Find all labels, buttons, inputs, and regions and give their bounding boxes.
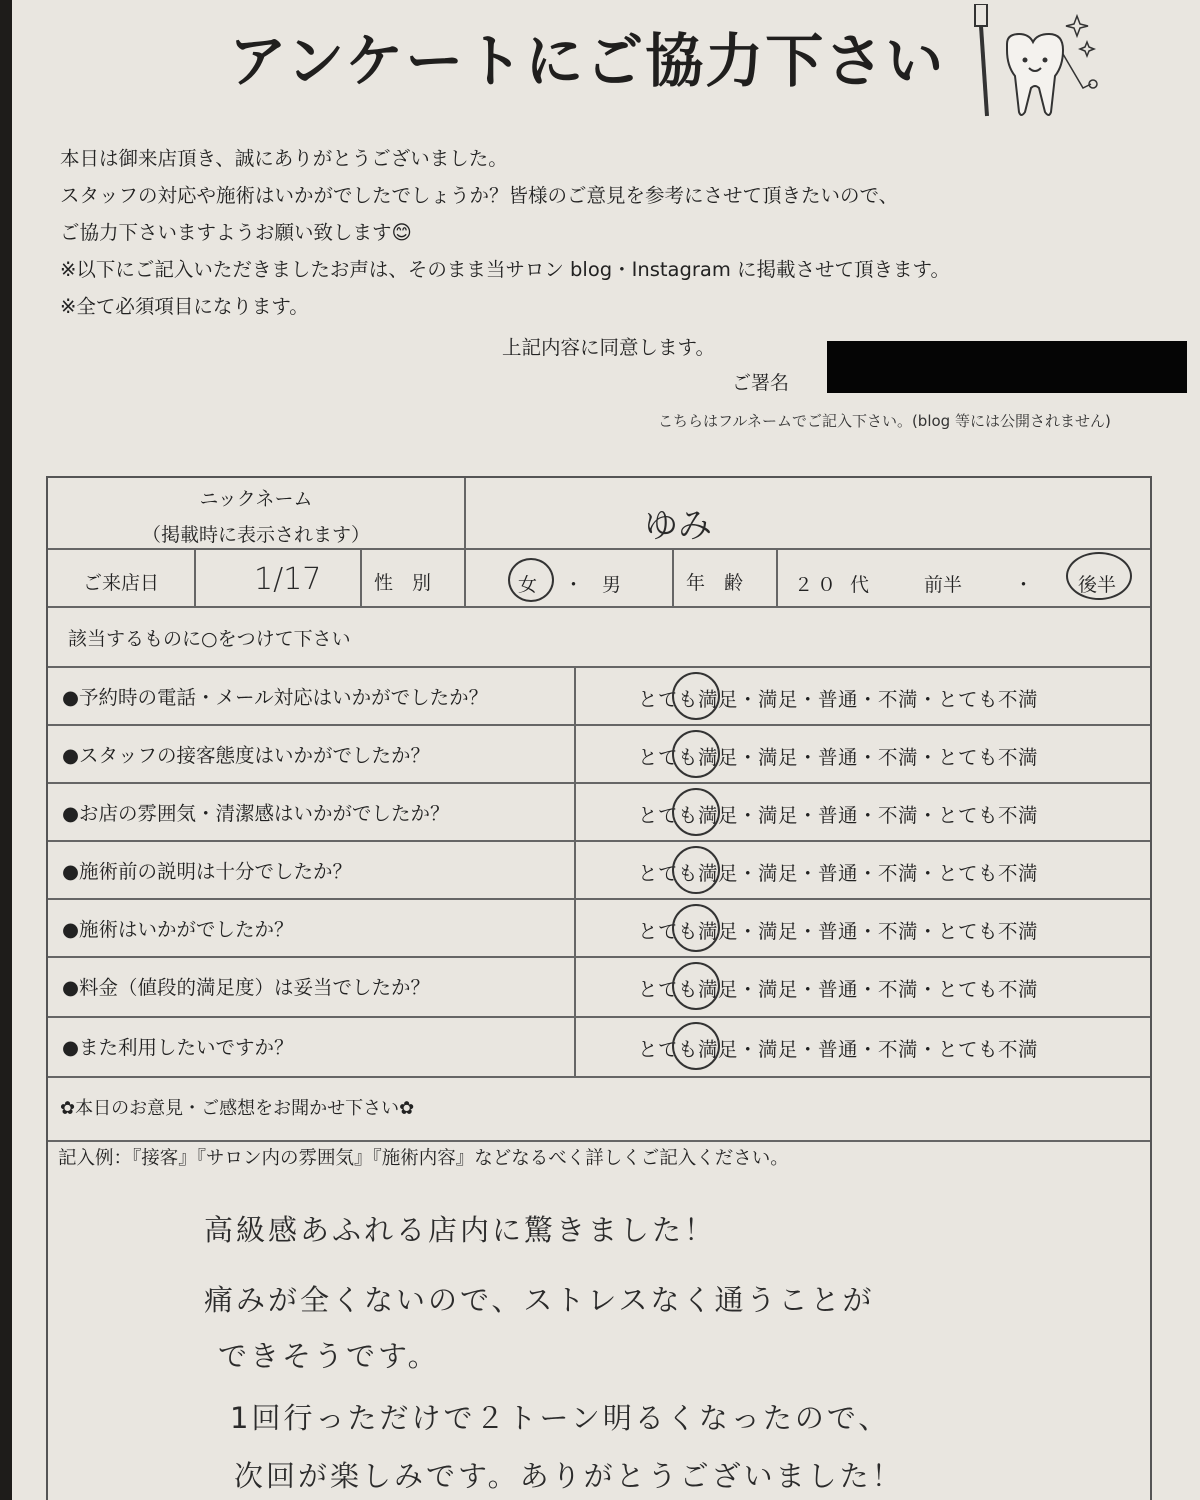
gender-separator: ・: [564, 574, 584, 596]
intro-text: [60, 140, 1140, 325]
divider: [776, 548, 778, 606]
divider: [464, 478, 466, 606]
signature-note: こちらはフルネームでご記入下さい。(blog 等には公開されません): [658, 412, 1111, 430]
comment-line[interactable]: 1回行っただけで２トーン明るくなったので、: [230, 1401, 891, 1435]
question-text: ●また利用したいですか？: [62, 1036, 294, 1059]
visit-date-value[interactable]: 1/17: [254, 562, 322, 597]
question-text: ●施術はいかがでしたか？: [62, 918, 294, 941]
divider: [48, 606, 1150, 608]
signature-label: ご署名: [732, 372, 790, 394]
comment-example: 記入例：『接客』『サロン内の雰囲気』『施術内容』などなるべく詳しくご記入ください。: [58, 1148, 789, 1169]
nickname-label: ニックネーム: [199, 488, 313, 510]
question-text: ●施術前の説明は十分でしたか？: [62, 860, 353, 883]
selection-circle: [672, 788, 720, 836]
selection-circle: [672, 672, 720, 720]
selection-circle: [672, 846, 720, 894]
age-late[interactable]: 後半: [1078, 574, 1117, 596]
answer-options[interactable]: とても満足・満足・普通・不満・とても不満: [638, 688, 1039, 711]
nickname-value[interactable]: ゆみ: [644, 506, 712, 546]
question-text: ●予約時の電話・メール対応はいかがでしたか？: [62, 686, 489, 709]
age-decade: ２０ 代: [794, 574, 874, 596]
answer-options[interactable]: とても満足・満足・普通・不満・とても不満: [638, 804, 1039, 827]
divider: [672, 548, 674, 606]
comment-line[interactable]: できそうです。: [218, 1339, 440, 1373]
question-row: [48, 666, 1150, 724]
intro-line: スタッフの対応や施術はいかがでしたでしょうか？皆様のご意見を参考にさせて頂きたいので、: [60, 184, 899, 207]
question-text: ●料金（値段的満足度）は妥当でしたか？: [62, 976, 431, 999]
question-row: [48, 956, 1150, 1014]
divider: [48, 1076, 1150, 1078]
question-row: [48, 840, 1150, 898]
comment-header: ✿本日のお意見・ご感想をお聞かせ下さい✿: [60, 1098, 415, 1119]
comment-line[interactable]: 次回が楽しみです。ありがとうございました！: [234, 1459, 904, 1493]
answer-options[interactable]: とても満足・満足・普通・不満・とても不満: [638, 978, 1039, 1001]
answer-options[interactable]: とても満足・満足・普通・不満・とても不満: [638, 746, 1039, 769]
question-row: [48, 1016, 1150, 1074]
signature-redacted[interactable]: [827, 341, 1187, 393]
gender-female[interactable]: 女: [518, 574, 538, 596]
page-title: アンケートにご協力下さい: [228, 27, 946, 95]
age-separator: ・: [1014, 574, 1034, 596]
selection-circle: [672, 962, 720, 1010]
tooth-mascot-icon: [967, 4, 1107, 124]
divider: [48, 548, 1150, 550]
question-row: [48, 724, 1150, 782]
question-text: ●お店の雰囲気・清潔感はいかがでしたか？: [62, 802, 450, 825]
comment-line[interactable]: 高級感あふれる店内に驚きました！: [204, 1213, 717, 1247]
age-early[interactable]: 前半: [924, 574, 963, 596]
nickname-sublabel: （掲載時に表示されます）: [141, 524, 370, 546]
intro-line: ご協力下さいますようお願い致します😊: [60, 221, 412, 244]
question-row: [48, 898, 1150, 956]
answer-options[interactable]: とても満足・満足・普通・不満・とても不満: [638, 920, 1039, 943]
gender-male[interactable]: 男: [602, 574, 622, 596]
selection-circle: [672, 904, 720, 952]
divider: [360, 548, 362, 606]
comment-line[interactable]: 痛みが全くないので、ストレスなく通うことが: [204, 1283, 875, 1317]
selection-circle: [672, 1022, 720, 1070]
question-row: [48, 782, 1150, 840]
gender-label: 性 別: [374, 572, 432, 594]
survey-form: [46, 476, 1152, 1500]
answer-options[interactable]: とても満足・満足・普通・不満・とても不満: [638, 1038, 1039, 1061]
visit-date-label: ご来店日: [82, 572, 159, 594]
selection-circle: [508, 558, 554, 602]
divider: [194, 548, 196, 606]
intro-line: ※全て必須項目になります。: [60, 295, 309, 318]
divider: [48, 1140, 1150, 1142]
age-label: 年 齢: [686, 572, 744, 594]
consent-text: 上記内容に同意します。: [502, 336, 715, 359]
answer-options[interactable]: とても満足・満足・普通・不満・とても不満: [638, 862, 1039, 885]
question-text: ●スタッフの接客態度はいかがでしたか？: [62, 744, 431, 767]
instruction-text: 該当するものに○をつけて下さい: [68, 628, 351, 650]
intro-line: ※以下にご記入いただきましたお声は、そのまま当サロン blog・Instagram に掲載させて頂きます。: [60, 258, 950, 281]
intro-line: 本日は御来店頂き、誠にありがとうございました。: [60, 147, 508, 170]
selection-circle: [672, 730, 720, 778]
selection-circle: [1066, 552, 1132, 600]
